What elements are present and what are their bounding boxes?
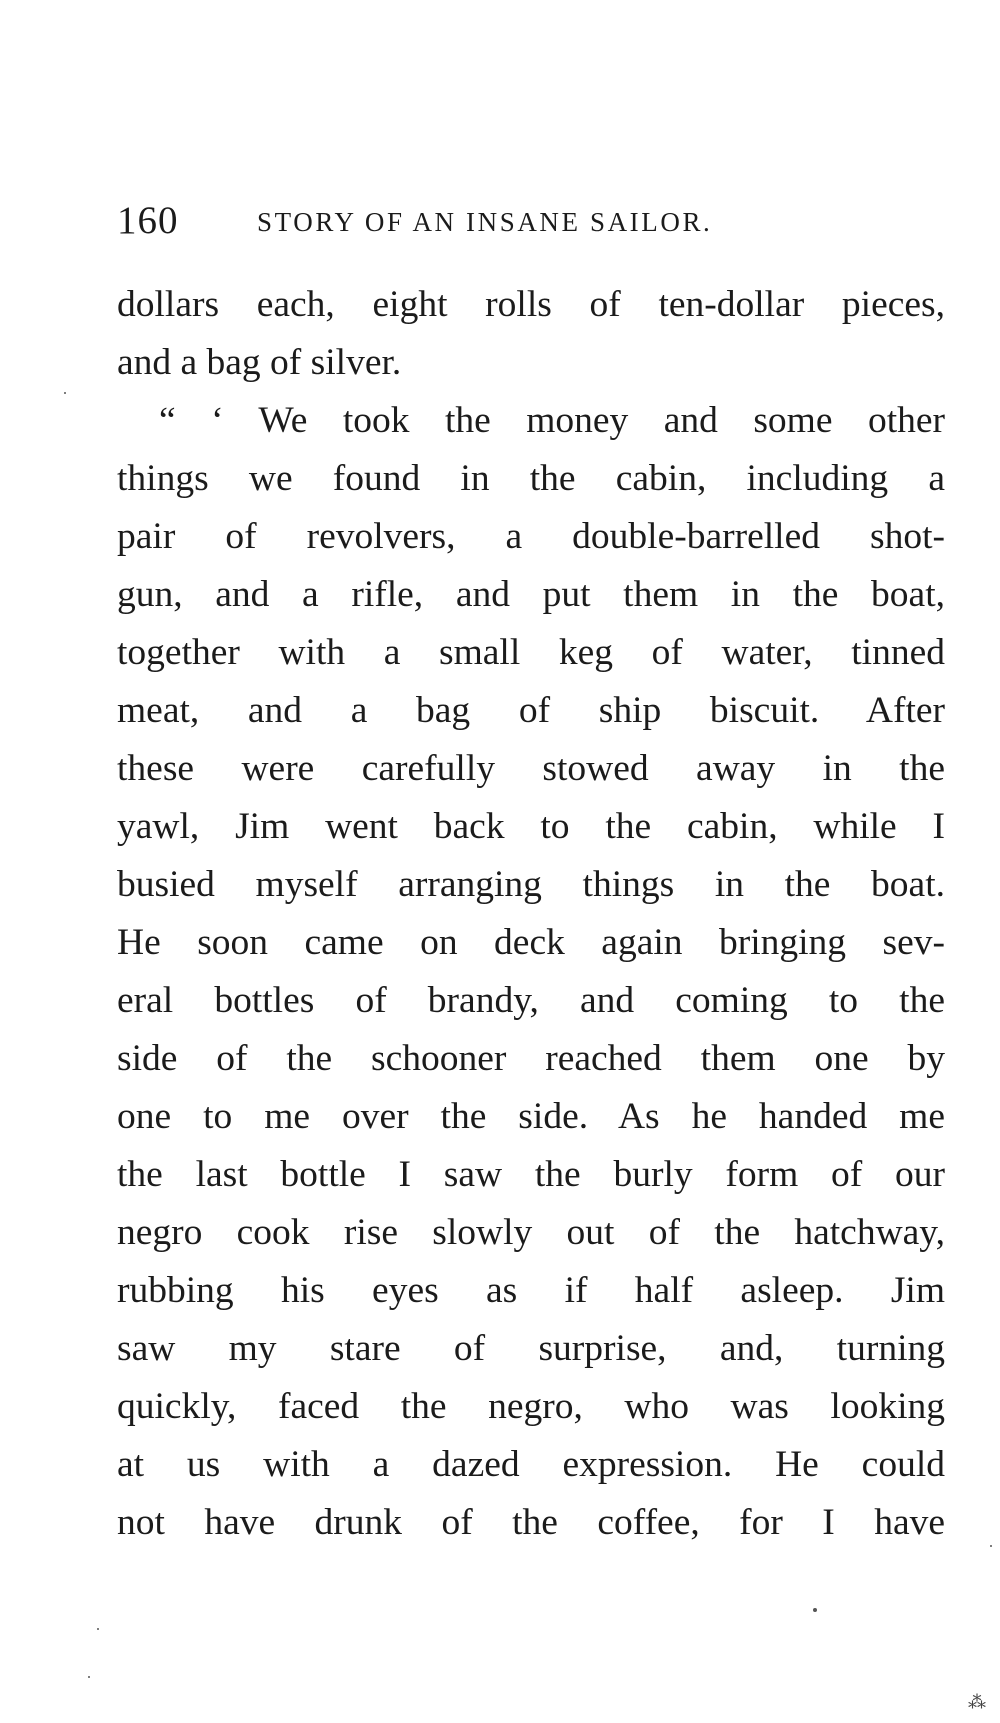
text-line: gun, and a rifle, and put them in the boat, bbox=[117, 574, 945, 615]
text-line: He soon came on deck again bringing sev- bbox=[117, 922, 945, 963]
text-line: one to me over the side. As he handed me bbox=[117, 1096, 945, 1137]
text-line: the last bottle I saw the burly form of our bbox=[117, 1154, 945, 1195]
chapter-title: STORY OF AN INSANE SAILOR. bbox=[257, 207, 713, 237]
text-line: yawl, Jim went back to the cabin, while I bbox=[117, 806, 945, 847]
text-line: dollars each, eight rolls of ten-dollar pieces, bbox=[117, 284, 945, 325]
scan-speck bbox=[88, 1676, 90, 1678]
scan-speck bbox=[97, 1628, 99, 1630]
text-line: negro cook rise slowly out of the hatchway, bbox=[117, 1212, 945, 1253]
text-line: not have drunk of the coffee, for I have bbox=[117, 1502, 945, 1543]
text-line: things we found in the cabin, including a bbox=[117, 458, 945, 499]
text-line: rubbing his eyes as if half asleep. Jim bbox=[117, 1270, 945, 1311]
scan-speck bbox=[990, 1545, 992, 1547]
running-header bbox=[117, 196, 947, 246]
text-line: at us with a dazed expression. He could bbox=[117, 1444, 945, 1485]
text-line: quickly, faced the negro, who was looking bbox=[117, 1386, 945, 1427]
text-line: pair of revolvers, a double-barrelled shot- bbox=[117, 516, 945, 557]
text-line: side of the schooner reached them one by bbox=[117, 1038, 945, 1079]
scan-speck bbox=[64, 392, 66, 394]
text-line: these were carefully stowed away in the bbox=[117, 748, 945, 789]
text-line: together with a small keg of water, tinned bbox=[117, 632, 945, 673]
body-text bbox=[117, 276, 945, 1552]
scan-speck bbox=[813, 1608, 817, 1612]
page-number: 160 bbox=[117, 199, 179, 242]
text-line: and a bag of silver. bbox=[117, 342, 402, 383]
scan-artifact: ⁂ bbox=[968, 1692, 986, 1712]
text-line: saw my stare of surprise, and, turning bbox=[117, 1328, 945, 1369]
text-line: “ ‘ We took the money and some other bbox=[159, 400, 945, 441]
text-line: meat, and a bag of ship biscuit. After bbox=[117, 690, 945, 731]
text-line: busied myself arranging things in the boat. bbox=[117, 864, 945, 905]
text-line: eral bottles of brandy, and coming to the bbox=[117, 980, 945, 1021]
